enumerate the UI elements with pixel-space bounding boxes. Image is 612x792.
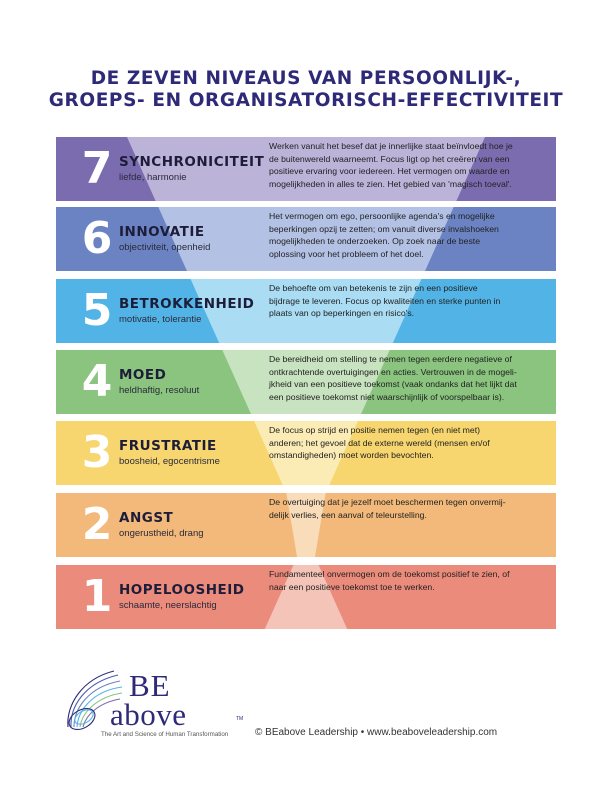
level-number: 3: [81, 427, 113, 478]
description-line: Werken vanuit het besef dat je innerlijke staat beïnvloedt hoe je: [269, 141, 513, 151]
level-band-6: [56, 207, 556, 271]
logo-be-text: BE: [129, 668, 171, 703]
level-band-7: [56, 137, 556, 201]
description-line: ontkrachtende overtuigingen en acties. Vertrouwen in de mogeli-: [269, 366, 517, 377]
logo-above-text: above: [110, 697, 187, 732]
logo-tagline: The Art and Science of Human Transformation: [101, 731, 229, 738]
level-number: 1: [81, 571, 113, 622]
level-band-4: [56, 350, 556, 414]
level-subtitle: objectiviteit, openheid: [119, 242, 211, 253]
description-line: jkheid van een positieve toekomst (vaak ondanks dat het lijkt dat: [269, 379, 517, 389]
logo-trademark: TM: [236, 716, 244, 722]
level-description: [269, 424, 552, 462]
level-name: FRUSTRATIE: [119, 438, 217, 454]
level-number: 2: [81, 499, 113, 550]
level-subtitle: boosheid, egocentrisme: [119, 456, 220, 467]
level-name: SYNCHRONICITEIT: [119, 154, 265, 170]
level-number: 4: [81, 356, 113, 407]
level-number: 5: [81, 285, 113, 336]
description-line: De focus op strijd en positie nemen tegen (en niet met): [269, 425, 481, 435]
level-name: BETROKKENHEID: [119, 296, 255, 312]
level-number: 6: [81, 213, 113, 264]
title-line-2: GROEPS- EN ORGANISATORISCH-EFFECTIVITEIT: [48, 90, 564, 111]
level-band-1: [56, 565, 556, 629]
description-line: mogelijkheden in alles te zien. Het gebied van 'magisch toeval'.: [269, 178, 512, 189]
title-line-1: DE ZEVEN NIVEAUS VAN PERSOONLIJK-,: [90, 68, 522, 89]
description-line: oplossing voor het probleem of het doel.: [269, 248, 424, 259]
level-name: ANGST: [119, 510, 174, 526]
description-line: een positieve toekomst niet waarschijnlijk of voorspelbaar is).: [269, 391, 505, 402]
description-line: delijk verlies, een aanval of teleurstelling.: [269, 509, 427, 520]
level-description: [269, 140, 552, 190]
level-subtitle: schaamte, neerslachtig: [119, 600, 217, 611]
level-description: [269, 496, 552, 521]
level-subtitle: liefde, harmonie: [119, 172, 187, 183]
level-number: 7: [81, 143, 113, 194]
description-line: De bereidheid om stelling te nemen tegen eerdere negatieve of: [269, 354, 512, 364]
description-line: mogelijkheden te onderzoeken. Op zoek naar de beste: [269, 236, 481, 246]
level-description: [269, 282, 552, 320]
level-name: MOED: [119, 367, 167, 383]
description-line: beperkingen opzij te zetten; om vanuit diverse invalshoeken: [269, 223, 499, 234]
level-name: INNOVATIE: [119, 224, 205, 240]
description-line: anderen; het gevoel dat de externe wereld (mensen en/of: [269, 437, 490, 448]
level-band-2: [56, 493, 556, 557]
description-line: plaats van op beperkingen en risico's.: [269, 308, 415, 318]
description-line: De behoefte om van betekenis te zijn en een positieve: [269, 283, 478, 293]
level-description: [269, 568, 552, 593]
copyright-footer: © BEabove Leadership • www.beaboveleadership.com: [255, 727, 498, 738]
level-description: [269, 210, 552, 260]
description-line: Het vermogen om ego, persoonlijke agenda's en mogelijke: [269, 211, 495, 221]
level-subtitle: ongerustheid, drang: [119, 528, 204, 539]
level-band-3: [56, 421, 556, 485]
level-subtitle: heldhaftig, resoluut: [119, 385, 200, 396]
description-line: de buitenwereld waarneemt. Focus ligt op het creëren van een: [269, 153, 510, 164]
description-line: De overtuiging dat je jezelf moet beschermen tegen onvermij-: [269, 497, 506, 507]
level-band-5: [56, 279, 556, 343]
level-description: [269, 353, 552, 403]
description-line: naar een positieve toekomst toe te werken.: [269, 581, 435, 592]
description-line: positieve ervaring voor iedereen. Het vermogen om waarde en: [269, 166, 510, 176]
description-line: Fundamenteel onvermogen om de toekomst positief te zien, of: [269, 569, 510, 579]
page-title: [0, 68, 612, 112]
description-line: omstandigheden) moet worden bevochten.: [269, 450, 434, 460]
level-subtitle: motivatie, tolerantie: [119, 314, 202, 325]
level-name: HOPELOOSHEID: [119, 582, 245, 598]
description-line: bijdrage te leveren. Focus op kwaliteiten en sterke punten in: [269, 295, 501, 306]
